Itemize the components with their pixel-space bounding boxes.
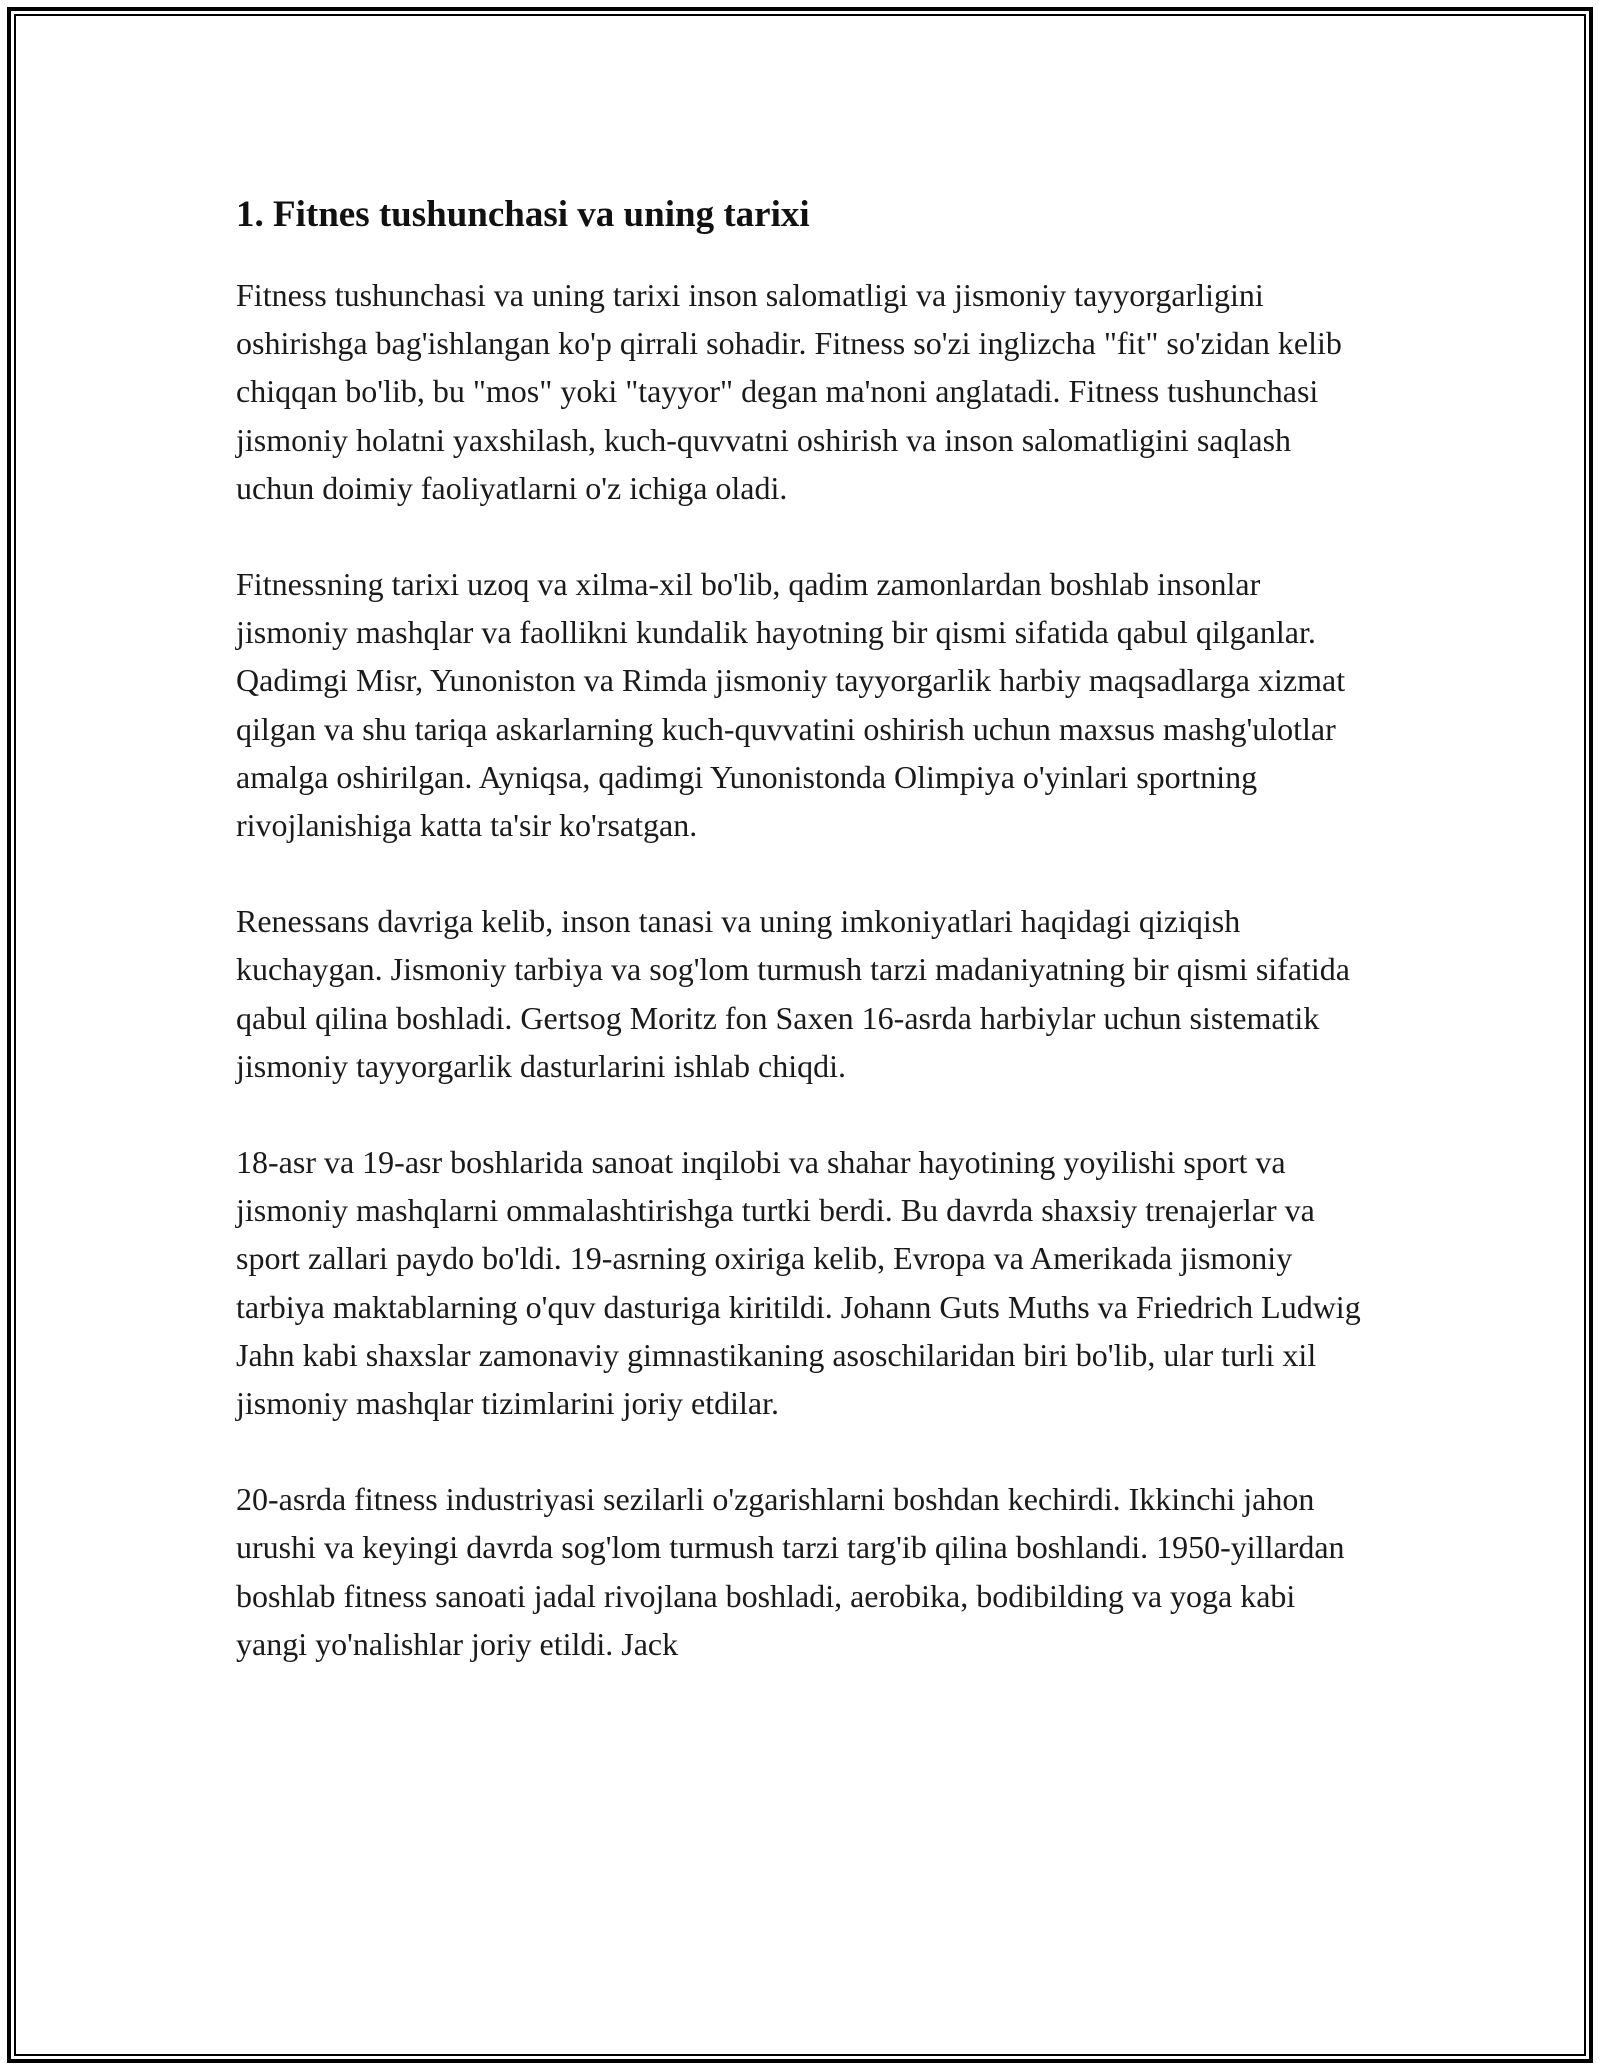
paragraph-fitness-definition: Fitness tushunchasi va uning tarixi inson salomatligi va jismoniy tayyorgarligini oshirishga bag'ishlangan ko'p qirrali sohadir. Fitness so'zi inglizcha "fit" so'zidan kelib chiqqan bo'lib, bu "mos" yoki "tayyor" degan ma'noni anglatadi. Fitness tushunchasi jismoniy holatni yaxshilash, kuch-quvvatni oshirish va inson salomatligini saqlash uchun doimiy faoliyatlarni o'z ichiga oladi. — [236, 277, 1342, 506]
paragraph-ancient-history: Fitnessning tarixi uzoq va xilma-xil bo'lib, qadim zamonlardan boshlab insonlar jismoniy mashqlar va faollikni kundalik hayotning bir qismi sifatida qabul qilganlar. Qadimgi Misr, Yunoniston va Rimda jismoniy tayyorgarlik harbiy maqsadlarga xizmat qilgan va shu tariqa askarlarning kuch-quvvatini oshirish uchun maxsus mashg'ulotlar amalga oshirilgan. Ayniqsa, qadimgi Yunonistonda Olimpiya o'yinlari sportning rivojlanishiga katta ta'sir ko'rsatgan. — [236, 566, 1346, 844]
paragraph-20-century: 20-asrda fitness industriyasi sezilarli o'zgarishlarni boshdan kechirdi. Ikkinchi jahon urushi va keyingi davrda sog'lom turmush tarzi targ'ib qilina boshlandi. 1950-yillardan boshlab fitness sanoati jadal rivojlana boshladi, aerobika, bodibilding va yoga kabi yangi yo'nalishlar joriy etildi. Jack — [236, 1481, 1345, 1662]
paragraph-18-19-century: 18-asr va 19-asr boshlarida sanoat inqilobi va shahar hayotining yoyilishi sport va jismoniy mashqlarni ommalashtirishga turtki berdi. Bu davrda shaxsiy trenajerlar va sport zallari paydo bo'ldi. 19-asrning oxiriga kelib, Evropa va Amerikada jismoniy tarbiya maktablarning o'quv dasturiga kiritildi. Johann Guts Muths va Friedrich Ludwig Jahn kabi shaxslar zamonaviy gimnastikaning asoschilaridan biri bo'lib, ular turli xil jismoniy mashqlar tizimlarini joriy etdilar. — [236, 1144, 1361, 1422]
document-body — [236, 185, 1366, 1716]
paragraph-renaissance: Renessans davriga kelib, inson tanasi va uning imkoniyatlari haqidagi qiziqish kuchaygan. Jismoniy tarbiya va sog'lom turmush tarzi madaniyatning bir qismi sifatida qabul qilina boshladi. Gertsog Moritz fon Saxen 16-asrda harbiylar uchun sistematik jismoniy tayyorgarlik dasturlarini ishlab chiqdi. — [236, 903, 1350, 1084]
section-heading: 1. Fitnes tushunchasi va uning tarixi — [236, 194, 810, 235]
